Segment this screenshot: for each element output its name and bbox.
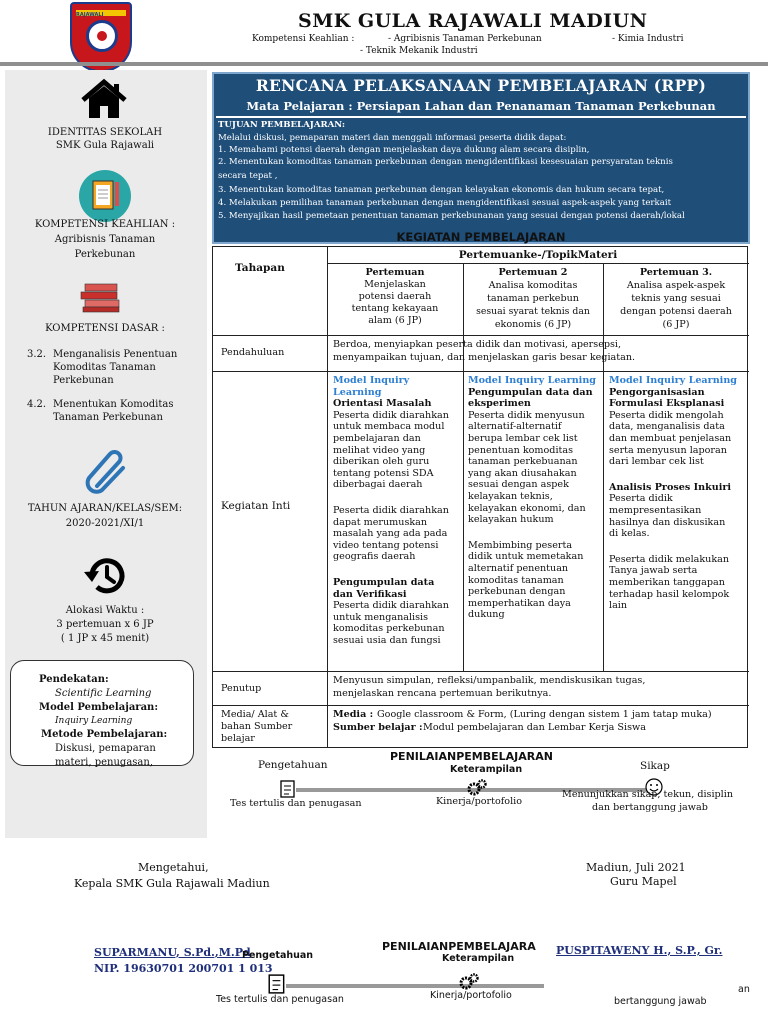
penutup-label: Penutup [221,683,262,694]
tujuan-line: Melalui diskusi, pemaparan materi dan menggali informasi peserta didik dapat: [218,133,567,143]
pertemuan-3-line: (6 JP) [662,319,690,330]
activity-line: sesuai usia dan fungsi [333,634,441,646]
logo-dot [97,31,107,41]
activity-line: terhadap hasil kelompok [609,588,730,600]
pertemuan-2-activities [468,375,602,621]
penutup-line: Menyusun simpulan, refleksi/umpanbalik, mendiskusikan tugas, [333,675,646,686]
kegiatan-inti-label: Kegiatan Inti [221,500,291,512]
media-label-line: Media/ Alat & [221,709,289,720]
books-icon [79,280,123,314]
tujuan-label: TUJUAN PEMBELAJARAN: [218,120,346,130]
activity-line: komoditas perkebunan [333,623,445,635]
kepala-title: Kepala SMK Gula Rajawali Madiun [74,877,270,890]
pertemuan-1-line: potensi daerah [358,291,432,302]
pertemuan-3-title: Pertemuan 3. [639,267,713,278]
activity-line: melihat video yang [333,444,426,456]
place-date: Madiun, Juli 2021 [586,861,686,874]
grid-line [213,671,749,672]
activity-line: alternatif-alternatif [468,421,562,433]
tujuan-line: 5. Menyajikan hasil pemetaan penentuan tanaman perkebunanan yang sesuai dengan potensi daerah/lokal [218,211,685,221]
activity-line: dan membuat penjelasan [609,432,732,444]
keterampilan-label: Keterampilan [450,764,523,775]
kompetensi-keahlian-value-2: Perkebunan [74,249,136,260]
model-label: Model Inquiry Learning [609,375,737,386]
activity-heading: Pengumpulan data [333,576,435,588]
activity-heading: Analisis Proses Inkuiri [609,481,732,493]
model-value: Inquiry Learning [55,716,133,726]
pertemuan-1-line: alam (6 JP) [368,315,422,326]
rpp-header-box [212,72,750,244]
pengetahuan-label-dup: Pengetahuan [242,950,314,961]
activity-line: kelayakan ekonomi, dan [468,502,586,514]
grid-line [213,371,749,372]
kd-1-line-3: Perkebunan [53,375,114,386]
metode-value-1: Diskusi, pemaparan [55,743,156,754]
kegiatan-title: KEGIATAN PEMBELAJARAN [396,230,566,244]
pertemuan-3-line: dengan potensi daerah [620,306,732,317]
paperclip-icon [83,448,129,494]
spacer [333,491,461,505]
sikap-desc-1: Menunjukkan sikap, tekun, disiplin [562,789,733,800]
activity-heading: Formulasi Eksplanasi [609,398,725,410]
kd-1-line-1: Menganalisis Penentuan [53,349,178,360]
penilaian-title-dup: PENILAIANPEMBELAJARA [382,940,536,953]
pertemuan-1-line: Menjelaskan [364,279,426,290]
alokasi-label: Alokasi Waktu : [65,605,145,616]
kd-2-line-1: Menentukan Komoditas [53,399,174,410]
metode-value-2: materi, penugasan, [55,757,153,768]
identitas-label: IDENTITAS SEKOLAH [47,127,163,138]
kompetensi-label: Kompetensi Keahlian : [252,34,355,44]
pertemuan-2-line: tanaman perkebun [487,293,579,304]
logo-ring [86,20,118,52]
activity-line: Peserta didik mengolah [609,409,724,421]
activity-line: Peserta didik menyusun [468,409,585,421]
pertemuan-2-line: Analisa komoditas [488,280,578,291]
kompetensi-item-3: - Teknik Mekanik Industri [360,46,478,56]
tes-tertulis-text-dup: Tes tertulis dan penugasan [216,994,344,1005]
activity-line: video tentang potensi [333,539,439,551]
model-label: Model Pembelajaran: [39,702,159,713]
penilaian-timeline-dup [286,984,544,988]
pendahuluan-label: Pendahuluan [221,347,285,358]
model-label: Model Inquiry Learning [468,375,596,386]
penilaian-title: PENILAIANPEMBELAJARAN [390,750,553,763]
notebook-icon [79,170,131,222]
history-clock-icon [83,554,127,598]
topik-header: Pertemuanke-/TopikMateri [458,249,618,261]
activity-line: pembelajaran dan [333,432,421,444]
guru-title: Guru Mapel [610,875,677,888]
activity-line: masalah yang ada pada [333,528,448,540]
kd-2-line-2: Tanaman Perkebunan [53,412,163,423]
school-name: SMK GULA RAJAWALI MADIUN [298,10,648,32]
activity-line: Peserta didik diarahkan [333,600,449,612]
activity-line: data, menganalisis data [609,421,725,433]
tahun-ajaran-label: TAHUN AJARAN/KELAS/SEM: [27,503,183,514]
model-label: Learning [333,386,382,398]
activity-line: yang akan diusahakan [468,467,577,479]
activity-line: dapat merumuskan [333,516,428,528]
activity-line: dukung [468,609,505,621]
penutup-line: menjelaskan rencana pertemuan berikutnya. [333,688,552,699]
activity-line: Peserta didik diarahkan [333,504,449,516]
rpp-subject: Mata Pelajaran : Persiapan Lahan dan Penanaman Tanaman Perkebunan [246,99,716,113]
activity-line: Peserta didik [609,493,673,505]
kepala-name: SUPARMANU, S.Pd.,M.Pd [94,946,251,959]
kompetensi-item-2: - Kimia Industri [612,34,684,44]
activity-line: diberbagai daerah [333,479,423,491]
activity-line: perkebunan dengan [468,586,566,598]
activity-heading: eksperimen [468,398,531,410]
spacer [609,468,747,482]
identitas-value: SMK Gula Rajawali [55,140,155,151]
media-value: Google classroom & Form, (Luring dengan sistem 1 jam tatap muka) [377,709,712,720]
activity-line: diberikan oleh guru [333,456,430,468]
activity-line: geografis daerah [333,551,416,563]
checklist-icon-dup [268,974,286,994]
pendahuluan-line: menyampaikan tujuan, dan menjelaskan garis besar kegiatan. [333,352,636,363]
activity-line: lain [609,600,628,612]
approach-box [10,660,194,766]
pertemuan-3-line: teknis yang sesuai [631,293,721,304]
grid-line [213,335,749,336]
kinerja-text: Kinerja/portofolio [436,796,522,807]
grid-line [327,263,749,264]
spacer [468,526,602,540]
tujuan-line: 1. Memahami potensi daerah dengan menjelaskan daya dukung alam secara disiplin, [218,145,590,155]
sumber-value: Modul pembelajaran dan Lembar Kerja Siswa [423,722,646,733]
spacer [609,540,747,554]
tahun-ajaran-value: 2020-2021/XI/1 [65,518,145,529]
activity-line: alternatif penentuan [468,562,569,574]
sikap-tail-2-dup: bertanggung jawab [614,996,707,1007]
pertemuan-1-title: Pertemuan [365,267,425,278]
gears-icon-dup [458,972,480,992]
activity-line: tentang potensi SDA [333,467,434,479]
activity-line: kelayakan hukum [468,514,554,526]
pertemuan-2-line: ekonomis (6 JP) [494,319,572,330]
header-rule [0,62,768,66]
activity-line: penentuan komoditas [468,444,574,456]
kd-label: KOMPETENSI DASAR : [45,323,165,334]
kd-2-number: 4.2. [27,399,47,410]
activity-line: untuk membaca modul [333,421,445,433]
pengetahuan-label: Pengetahuan [258,759,328,771]
sikap-desc-2: dan bertanggung jawab [592,802,708,813]
pertemuan-1-line: tentang kekayaan [351,303,439,314]
model-label: Model Inquiry [333,375,410,386]
tujuan-line: 3. Menentukan komoditas tanaman perkebunan dengan kelayakan ekonomis dan hukum secara tepat, [218,185,665,195]
kompetensi-keahlian-label: KOMPETENSI KEAHLIAN : [34,219,176,230]
activity-line: Membimbing peserta [468,539,573,551]
activity-line: hasilnya dan diskusikan [609,516,726,528]
sumber-key: Sumber belajar : [333,722,423,733]
activity-line: didik untuk memetakan [468,551,584,563]
activity-heading: Pengumpulan data dan [468,386,593,398]
activity-line: Peserta didik diarahkan [333,409,449,421]
activity-line: berupa lembar cek list [468,432,578,444]
activity-heading: Orientasi Masalah [333,398,432,410]
sikap-tail-1-dup: an [738,984,750,995]
kompetensi-item-1: - Agribisnis Tanaman Perkebunan [388,34,542,44]
kd-1-number: 3.2. [27,349,47,360]
kepala-nip: NIP. 19630701 200701 1 013 [94,962,273,975]
sikap-label: Sikap [640,760,670,772]
activity-line: di kelas. [609,528,650,540]
rpp-divider [216,116,746,118]
tujuan-line: 2. Menentukan komoditas tanaman perkebunan dengan mengidentifikasi kesesuaian persyaratan teknis [218,157,673,167]
activity-line: Tanya jawab serta [609,565,698,577]
keterampilan-label-dup: Keterampilan [442,953,515,964]
media-label-line: bahan Sumber [221,721,293,732]
tahapan-header: Tahapan [235,262,285,274]
pertemuan-2-line: sesuai syarat teknis dan [476,306,590,317]
activity-line: tanaman perkebuanan [468,456,578,468]
activity-line: memperhatikan daya [468,597,571,609]
mengetahui-text: Mengetahui, [138,861,209,874]
activity-line: sesuai dengan aspek [468,479,569,491]
kompetensi-keahlian-value-1: Agribisnis Tanaman [54,234,156,245]
tujuan-line: 4. Melakukan pemilihan tanaman perkebunan dengan mengidentifikasi sesuai aspek-aspek yang terkait [218,198,672,208]
kinerja-text-dup: Kinerja/portofolio [430,990,512,1001]
pertemuan-3-line: Analisa aspek-aspek [626,280,726,291]
pendekatan-value: Scientific Learning [55,688,152,699]
activity-heading: dan Verifikasi [333,588,407,600]
activity-line: memberikan tanggapan [609,576,725,588]
media-key: Media : [333,709,374,720]
tujuan-line: secara tepat , [218,171,278,181]
spacer [333,563,461,577]
activity-line: dari lembar cek list [609,456,704,468]
guru-name: PUSPITAWENY H., S.P., Gr. [556,944,723,957]
checklist-icon [280,780,296,798]
pertemuan-2-title: Pertemuan 2 [498,267,568,278]
metode-label: Metode Pembelajaran: [41,729,168,740]
kegiatan-table [212,246,748,748]
activity-line: kelayakan teknis, [468,490,553,502]
rpp-title: RENCANA PELAKSANAAN PEMBELAJARAN (RPP) [255,76,707,95]
pendahuluan-line: Berdoa, menyiapkan peserta didik dan motivasi, apersepsi, [333,339,622,350]
activity-line: untuk menganalisis [333,611,429,623]
pendekatan-label: Pendekatan: [39,674,109,685]
home-icon [81,80,127,120]
logo-text: RAJAWALI [76,12,104,18]
alokasi-value-2: ( 1 JP x 45 menit) [60,633,150,644]
pertemuan-1-activities [333,375,461,646]
activity-line: mempresentasikan [609,504,702,516]
activity-line: Peserta didik melakukan [609,553,730,565]
media-label-line: belajar [221,733,255,744]
activity-line: serta menyusun laporan [609,444,727,456]
activity-line: komoditas tanaman [468,574,564,586]
alokasi-value-1: 3 pertemuan x 6 JP [56,619,154,630]
grid-line [213,705,749,706]
pertemuan-3-activities [609,375,747,612]
tes-tertulis-text: Tes tertulis dan penugasan [230,798,362,809]
activity-heading: Pengorganisasian [609,386,705,398]
gears-icon [466,778,488,798]
kd-1-line-2: Komoditas Tanaman [53,362,156,373]
